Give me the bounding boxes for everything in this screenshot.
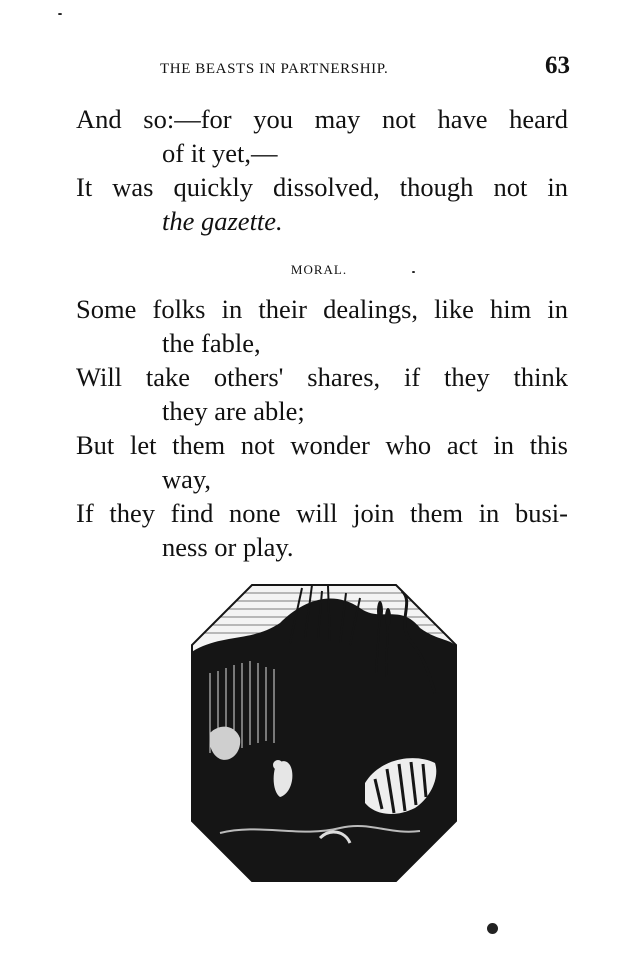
page-number: 63 <box>545 52 570 79</box>
verse-line: It was quickly dissolved, though not in <box>76 172 568 202</box>
verse-line: Will take others' shares, if they think <box>76 362 568 392</box>
ink-speck <box>412 271 415 273</box>
verse-line: the gazette. <box>162 206 283 236</box>
verse-line: Some folks in their dealings, like him in <box>76 294 568 324</box>
verse-line: ness or play. <box>162 532 294 562</box>
verse-line: they are able; <box>162 396 305 426</box>
verse-line: the fable, <box>162 328 261 358</box>
verse-line: And so:—for you may not have heard <box>76 104 568 134</box>
verse-line: of it yet,— <box>162 138 278 168</box>
running-title: THE BEASTS IN PARTNERSHIP. <box>160 61 389 77</box>
ink-speck <box>58 13 62 15</box>
ink-speck <box>487 923 498 934</box>
verse-line: way, <box>162 464 212 494</box>
running-head <box>160 52 570 82</box>
verse-line: If they find none will join them in busi- <box>76 498 568 528</box>
woodcut-illustration <box>190 583 458 883</box>
verse-line: But let them not wonder who act in this <box>76 430 568 460</box>
stanza-one <box>76 102 568 238</box>
stanza-two <box>76 292 568 564</box>
moral-heading: MORAL. <box>290 262 348 277</box>
